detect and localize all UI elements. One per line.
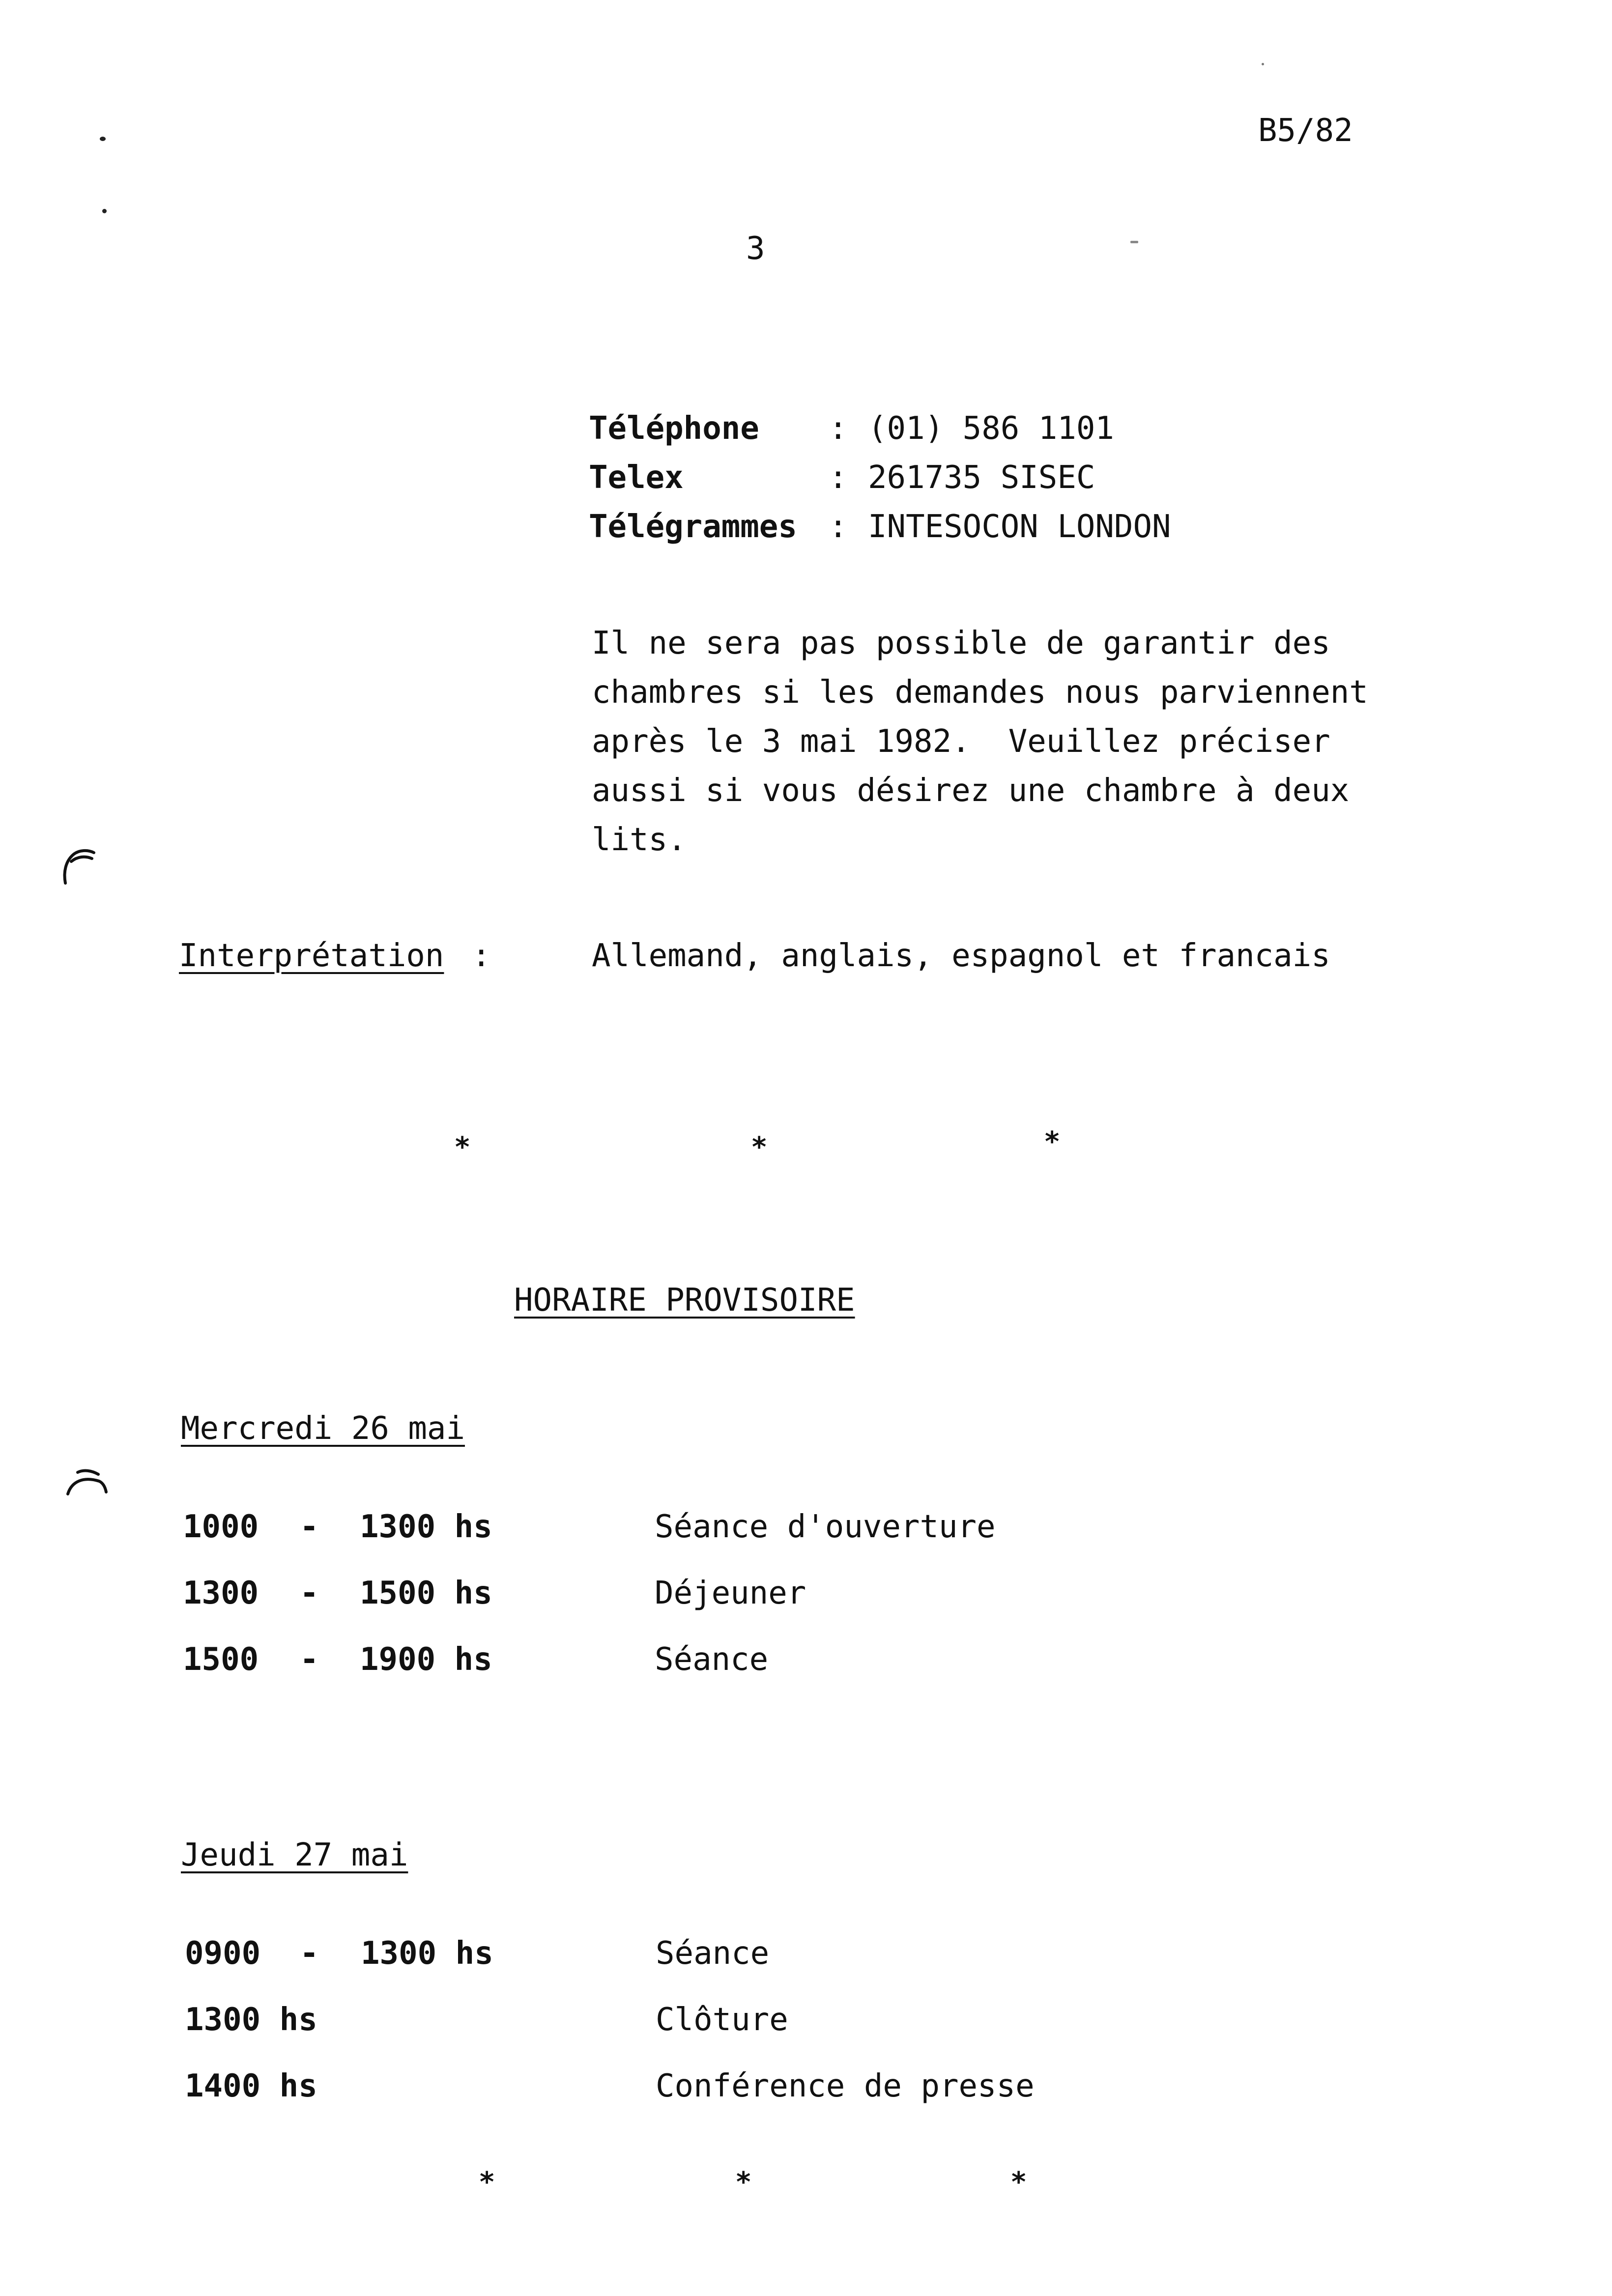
scan-speck: [1130, 241, 1138, 243]
separator-star: *: [455, 1131, 470, 1163]
schedule-start-time: 1300: [183, 1575, 259, 1611]
schedule-event: Clôture: [656, 2002, 788, 2038]
paragraph-line: lits.: [592, 822, 687, 858]
paragraph-line: Il ne sera pas possible de garantir des: [592, 625, 1330, 661]
scan-speck: [100, 137, 106, 141]
schedule-start-time: 0900: [185, 1935, 261, 1972]
margin-pen-mark: [57, 843, 101, 887]
schedule-start-time: 1400 hs: [185, 2068, 317, 2104]
schedule-start-time: 1300 hs: [185, 2002, 317, 2038]
schedule-dash: -: [300, 1641, 319, 1678]
schedule-end-time: 1500 hs: [360, 1575, 492, 1611]
page-number: 3: [746, 230, 765, 267]
day-title: Mercredi 26 mai: [181, 1410, 465, 1447]
interpretation-label: Interprétation: [179, 938, 444, 974]
scan-speck: [1262, 63, 1264, 65]
paragraph-line: après le 3 mai 1982. Veuillez préciser: [592, 723, 1330, 760]
separator-star: *: [1011, 2166, 1026, 2198]
contact-separator: :: [829, 509, 848, 545]
contact-label-telex: Telex: [589, 459, 684, 496]
schedule-event: Séance: [655, 1641, 769, 1678]
scan-speck: [102, 209, 107, 213]
paragraph-line: aussi si vous désirez une chambre à deux: [592, 773, 1350, 809]
interpretation-languages: Allemand, anglais, espagnol et francais: [592, 938, 1330, 974]
schedule-event: Déjeuner: [655, 1575, 806, 1611]
interpretation-separator: :: [472, 938, 491, 974]
document-reference: B5/82: [1258, 113, 1353, 149]
contact-label-telephone: Téléphone: [589, 410, 759, 447]
schedule-end-time: 1300 hs: [361, 1935, 493, 1972]
schedule-start-time: 1500: [183, 1641, 259, 1678]
schedule-title: HORAIRE PROVISOIRE: [514, 1282, 855, 1319]
paragraph-line: chambres si les demandes nous parviennent: [592, 674, 1368, 711]
contact-value-telegrammes: INTESOCON LONDON: [868, 509, 1171, 545]
schedule-end-time: 1900 hs: [360, 1641, 492, 1678]
schedule-dash: -: [300, 1509, 319, 1545]
schedule-dash: -: [300, 1575, 319, 1611]
schedule-event: Séance: [656, 1935, 770, 1972]
margin-pen-mark: [64, 1464, 108, 1499]
separator-star: *: [1045, 1126, 1060, 1158]
schedule-dash: -: [300, 1935, 319, 1972]
separator-star: *: [752, 1131, 767, 1163]
schedule-event: Séance d'ouverture: [655, 1509, 996, 1545]
contact-value-telephone: (01) 586 1101: [868, 410, 1114, 447]
schedule-end-time: 1300 hs: [360, 1509, 492, 1545]
contact-separator: :: [829, 459, 848, 496]
contact-value-telex: 261735 SISEC: [868, 459, 1095, 496]
separator-star: *: [736, 2166, 751, 2198]
contact-label-telegrammes: Télégrammes: [589, 509, 797, 545]
day-title: Jeudi 27 mai: [181, 1837, 408, 1873]
schedule-event: Conférence de presse: [656, 2068, 1035, 2104]
schedule-start-time: 1000: [183, 1509, 259, 1545]
contact-separator: :: [829, 410, 848, 447]
separator-star: *: [480, 2166, 494, 2198]
